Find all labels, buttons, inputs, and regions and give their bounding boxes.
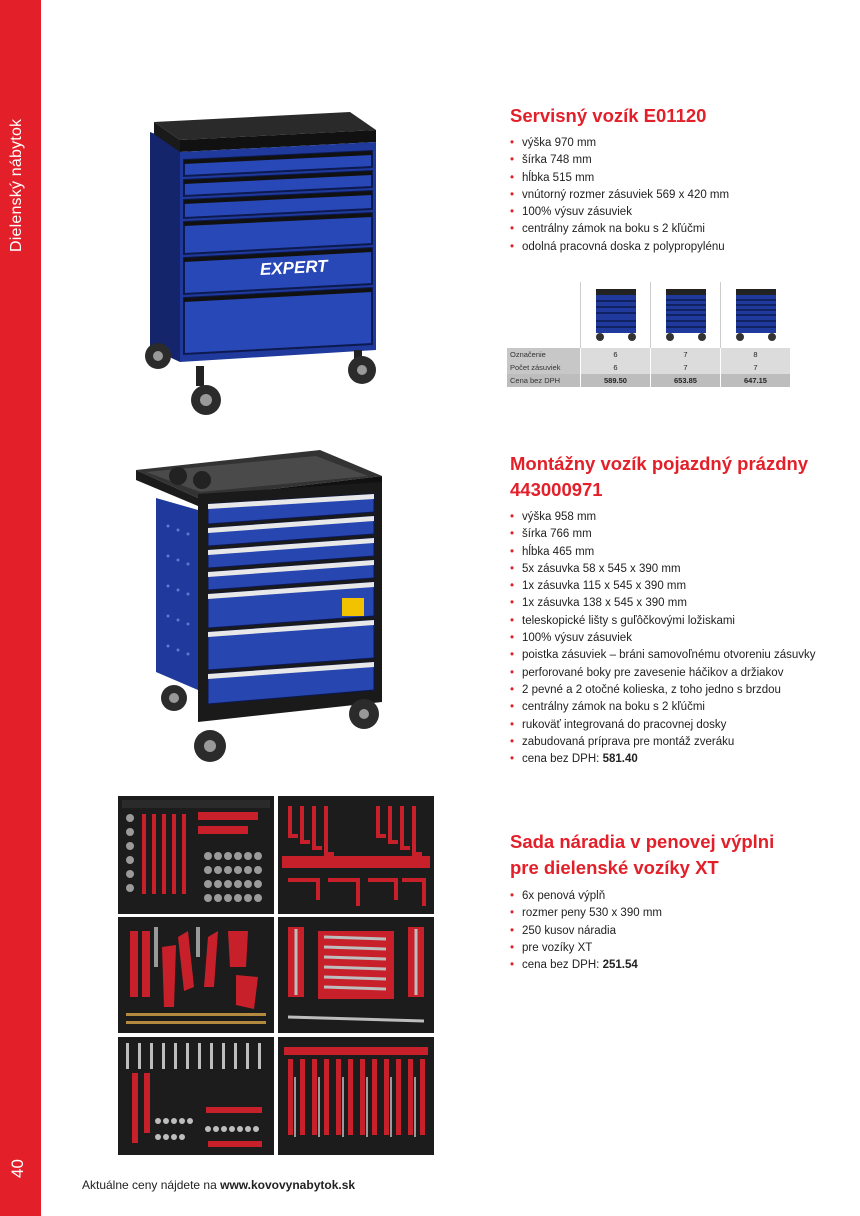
footer-link[interactable]: www.kovovynabytok.sk: [220, 1178, 356, 1192]
spec-item: • 5x zásuvka 58 x 545 x 390 mm: [510, 561, 816, 578]
spec-item: • teleskopické lišty s guľôčkovými ložiskami: [510, 613, 816, 630]
product2-title: [510, 451, 808, 503]
variant-image-6: [581, 282, 651, 348]
row-label: Označenie: [507, 348, 581, 361]
table-corner: [507, 282, 581, 348]
cell: 6: [581, 361, 651, 374]
row-label: Počet zásuviek: [507, 361, 581, 374]
spec-item: • vnútorný rozmer zásuviek 569 x 420 mm: [510, 187, 729, 204]
price-label: cena bez DPH:: [522, 753, 600, 766]
table-row: [507, 374, 791, 387]
spec-item: • pre vozíky XT: [510, 940, 662, 957]
spec-item: • centrálny zámok na boku s 2 kľúčmi: [510, 699, 816, 716]
spec-item: • zabudovaná príprava pre montáž zveráku: [510, 734, 816, 751]
spec-item: • poistka zásuviek – bráni samovoľnému otvoreniu zásuvky: [510, 647, 816, 664]
product3-specs: [510, 888, 662, 974]
price-value: 251.54: [602, 959, 638, 972]
spec-item: • hĺbka 465 mm: [510, 544, 816, 561]
foam-tray-4: [278, 917, 434, 1033]
cell: 7: [651, 361, 721, 374]
cell: 589.50: [581, 374, 651, 387]
spec-item: • rozmer peny 530 x 390 mm: [510, 905, 662, 922]
spec-item: • šírka 766 mm: [510, 526, 816, 543]
spec-item: • rukoväť integrovaná do pracovnej dosky: [510, 717, 816, 734]
product3-title: [510, 829, 774, 881]
spec-price: [510, 957, 662, 974]
price-label: cena bez DPH:: [522, 959, 600, 972]
table-row: [507, 361, 791, 374]
foam-tray-6: [278, 1037, 434, 1155]
spec-price: [510, 751, 816, 768]
service-cart-image: [140, 104, 390, 420]
spec-item: • výška 970 mm: [510, 135, 729, 152]
spec-item: • odolná pracovná doska z polypropylénu: [510, 239, 729, 256]
spec-item: • 250 kusov náradia: [510, 923, 662, 940]
spec-item: • 1x zásuvka 115 x 545 x 390 mm: [510, 578, 816, 595]
mounting-cart-image: [128, 446, 392, 768]
cell: 6: [581, 348, 651, 361]
foam-tray-2: [278, 796, 434, 914]
variant-image-8: [721, 282, 791, 348]
page-number: 40: [8, 1159, 27, 1178]
product1-specs: [510, 135, 729, 256]
cell: 7: [721, 361, 791, 374]
row-label: Cena bez DPH: [507, 374, 581, 387]
footer-text: Aktuálne ceny nájdete na: [82, 1178, 217, 1192]
cell: 8: [721, 348, 791, 361]
cart-brand-logo: EXPERT: [259, 256, 329, 280]
variant-image-7: [651, 282, 721, 348]
spec-item: • šírka 748 mm: [510, 152, 729, 169]
spec-item: • hĺbka 515 mm: [510, 170, 729, 187]
spec-item: • 100% výsuv zásuviek: [510, 630, 816, 647]
cell: 653.85: [651, 374, 721, 387]
foam-tray-1: [118, 796, 274, 914]
sidebar: [0, 0, 41, 1216]
product3-title-line1: Sada náradia v penovej výplni: [510, 831, 775, 852]
spec-item: • 6x penová výplň: [510, 888, 662, 905]
product2-title-line1: Montážny vozík pojazdný prázdny: [510, 453, 809, 474]
spec-item: • centrálny zámok na boku s 2 kľúčmi: [510, 221, 729, 238]
spec-item: • perforované boky pre zavesenie háčikov a držiakov: [510, 665, 816, 682]
foam-tray-3: [118, 917, 274, 1033]
cell: 647.15: [721, 374, 791, 387]
variant-table: [507, 282, 791, 387]
product2-title-line2: 443000971: [510, 479, 603, 500]
spec-item: • výška 958 mm: [510, 509, 816, 526]
price-value: 581.40: [602, 753, 638, 766]
section-label: Dielenský nábytok: [8, 118, 25, 252]
product2-specs: [510, 509, 816, 768]
footer: [82, 1178, 355, 1192]
spec-item: • 2 pevné a 2 otočné kolieska, z toho jedno s brzdou: [510, 682, 816, 699]
cell: 7: [651, 348, 721, 361]
spec-item: • 100% výsuv zásuviek: [510, 204, 729, 221]
foam-tray-5: [118, 1037, 274, 1155]
table-row: [507, 348, 791, 361]
product1-title: Servisný vozík E01120: [510, 105, 707, 126]
product3-title-line2: pre dielenské vozíky XT: [510, 857, 719, 878]
spec-item: • 1x zásuvka 138 x 545 x 390 mm: [510, 595, 816, 612]
